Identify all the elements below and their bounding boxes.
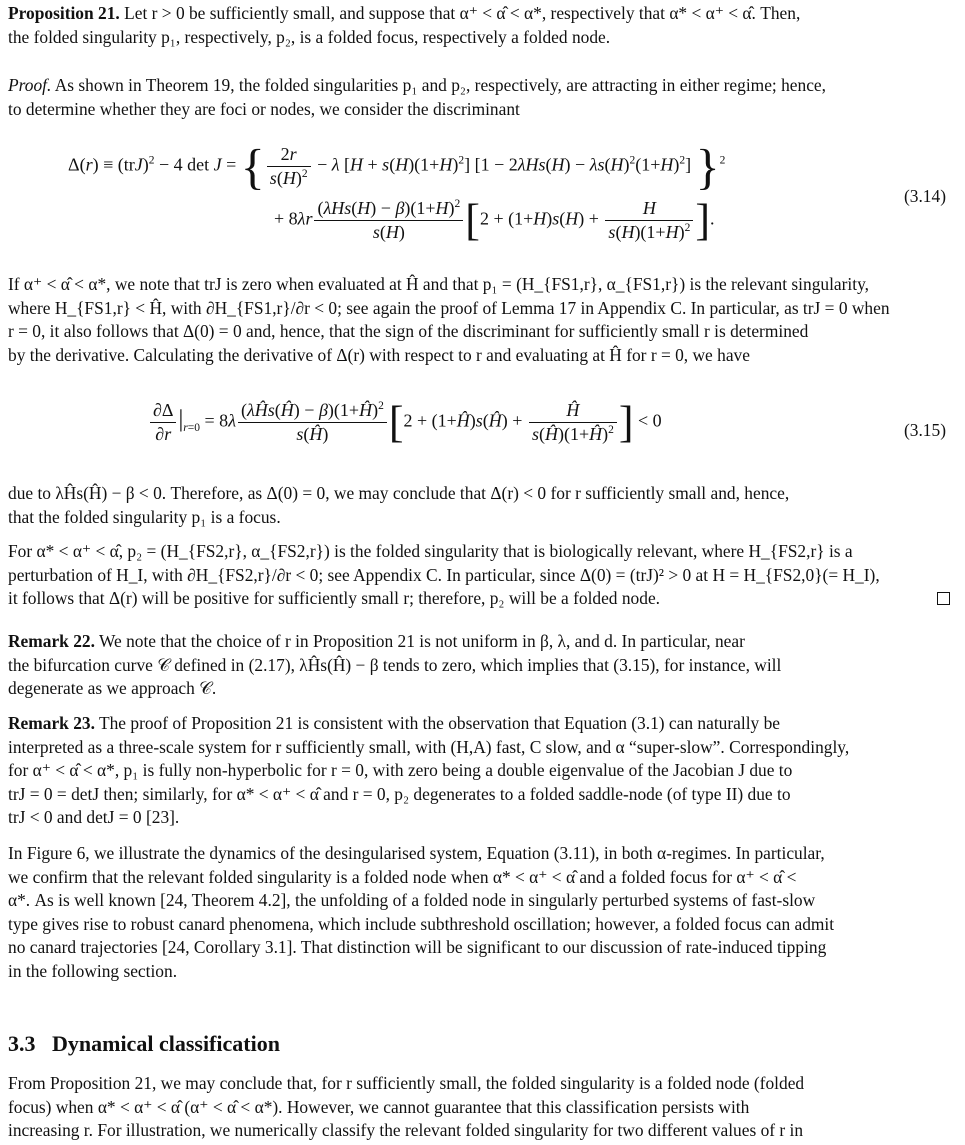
text-line: interpreted as a three-scale system for r sufficiently small, with (H,A) fast, C slow, and α “super-slow”. Correspondingly,	[8, 736, 850, 757]
paragraph-focus-conclusion	[8, 482, 952, 529]
section-title	[8, 1031, 952, 1057]
text-line: type gives rise to robust canard phenomena, which include subthreshold oscillation; however, a folded focus can admit	[8, 913, 835, 934]
equation-3-14	[8, 140, 952, 260]
text-line: where H_{FS1,r} < Ĥ, with ∂H_{FS1,r}/∂r < 0; see again the proof of Lemma 17 in Appendix C. In particular, as trJ = 0 when	[8, 297, 890, 318]
proposition-line-1	[8, 2, 952, 26]
proof-line-2: to determine whether they are foci or nodes, we consider the discriminant	[8, 98, 520, 119]
text-line: trJ = 0 = detJ then; similarly, for α* < α⁺ < α̂ and r = 0, p₂ degenerates to a folded saddle-node (of type II) due to	[8, 783, 791, 804]
section-number: 3.3	[8, 1031, 36, 1056]
text-line: the bifurcation curve 𝒞 defined in (2.17), λĤs(Ĥ) − β tends to zero, which implies that (3.15), for instance, will	[8, 654, 782, 675]
proof-line-1	[8, 74, 952, 98]
remark-22-line-1	[8, 630, 952, 654]
proposition-label: Proposition 21.	[8, 3, 120, 23]
equation-3-15	[8, 398, 952, 468]
equation-3-15-number: (3.15)	[903, 420, 946, 440]
equation-3-14-number: (3.14)	[903, 186, 946, 206]
text-line: In Figure 6, we illustrate the dynamics of the desingularised system, Equation (3.11), in both α-regimes. In particular,	[8, 843, 825, 863]
text-line: increasing r. For illustration, we numerically classify the relevant folded singularity for two different values of r in	[8, 1120, 804, 1140]
equation-3-14-row-1: Δ(r) ≡ (trJ)$^2$ − 4 det J = { $\frac{2r}{s(H)^2}$ − λ $[H + s(H)(1+H)^2]$ $[1 - 2\lambda Hs(H) - \lambda s(H)^2(1+H)^2]$ }$^2$	[68, 138, 726, 195]
node-last-line: it follows that Δ(r) will be positive for sufficiently small r; therefore, p₂ will be a folded node.	[8, 588, 661, 608]
text-line: degenerate as we approach 𝒞.	[8, 678, 217, 698]
text-line	[8, 587, 952, 611]
remark-22-text-1: We note that the choice of r in Proposition 21 is not uniform in β, λ, and d. In particular, near	[98, 631, 745, 651]
proof-label: Proof.	[8, 75, 52, 95]
text-line: From Proposition 21, we may conclude that, for r sufficiently small, the folded singularity is a folded node (folded	[8, 1073, 805, 1093]
section-title-text: Dynamical classification	[52, 1031, 280, 1056]
text-line: we confirm that the relevant folded singularity is a folded node when α* < α⁺ < α̂ and a folded focus for α⁺ < α̂ <	[8, 866, 797, 887]
paragraph-folded-focus-setup	[8, 273, 952, 367]
text-line: due to λĤs(Ĥ) − β < 0. Therefore, as Δ(0) = 0, we may conclude that Δ(r) < 0 for r sufficiently small and, hence,	[8, 483, 790, 503]
equation-3-15-body: $\frac{\partial\Delta}{\partial r}$ $|_{r=0} = 8\lambda$ $\frac{(\lambda Ĥs(Ĥ) - \beta)(1+Ĥ)^2}{s(Ĥ)}$ [2 + (1+Ĥ)s(Ĥ) + $\frac{Ĥ}{s(Ĥ)(1+Ĥ)^2}$ ] < 0	[148, 400, 662, 445]
remark-23-line-1	[8, 712, 952, 736]
text-line: For α* < α⁺ < α̂, p₂ = (H_{FS2,r}, α_{FS2,r}) is the folded singularity that is biologically relevant, where H_{FS2,r} is a	[8, 541, 853, 561]
text-line: focus) when α* < α⁺ < α̂ (α⁺ < α̂ < α*). However, we cannot guarantee that this classification persists with	[8, 1096, 750, 1117]
remark-23-label: Remark 23.	[8, 713, 95, 733]
text-line: no canard trajectories [24, Corollary 3.1]. That distinction will be significant to our discussion of rate-induced tipping	[8, 937, 827, 957]
text-line: perturbation of H_I, with ∂H_{FS2,r}/∂r < 0; see Appendix C. In particular, since Δ(0) = (trJ)² > 0 at H = H_{FS2,0}(= H_I),	[8, 564, 880, 585]
proof-paragraph	[8, 74, 952, 121]
remark-22-label: Remark 22.	[8, 631, 95, 651]
text-line: α*. As is well known [24, Theorem 4.2], the unfolding of a folded node in singularly perturbed systems of fast-slow	[8, 890, 816, 910]
remark-22	[8, 630, 952, 701]
proposition-21	[8, 2, 952, 49]
remark-23	[8, 712, 952, 830]
text-line: in the following section.	[8, 960, 178, 981]
text-line: by the derivative. Calculating the derivative of Δ(r) with respect to r and evaluating at Ĥ for r = 0, we have	[8, 344, 750, 365]
paragraph-figure-6	[8, 842, 952, 983]
equation-3-14-row-2: + 8λr $\frac{(\lambda Hs(H) - \beta)(1+H)^2}{s(H)}$ [2 + (1+H)s(H) + $\frac{H}{s(H)(1+H)^2}$ ].	[274, 195, 715, 245]
qed-symbol	[937, 592, 950, 605]
remark-23-text-1: The proof of Proposition 21 is consistent with the observation that Equation (3.1) can naturally be	[98, 713, 780, 733]
text-line: If α⁺ < α̂ < α*, we note that trJ is zero when evaluated at Ĥ and that p₁ = (H_{FS1,r}, α_{FS1,r}) is the relevant singularity,	[8, 274, 869, 294]
section-heading	[8, 1031, 952, 1057]
paragraph-classification	[8, 1072, 952, 1143]
paragraph-folded-node	[8, 540, 952, 611]
text-line: for α⁺ < α̂ < α*, p₁ is fully non-hyperbolic for r = 0, with zero being a double eigenvalue of the Jacobian J due to	[8, 760, 793, 780]
text-line: that the folded singularity p₁ is a focus.	[8, 506, 281, 527]
text-line: r = 0, it also follows that Δ(0) = 0 and, hence, that the sign of the discriminant for sufficiently small r is determined	[8, 321, 809, 341]
proposition-line-2: the folded singularity p₁, respectively, p₂, is a folded focus, respectively a folded node.	[8, 26, 611, 47]
proposition-text-1: Let r > 0 be sufficiently small, and suppose that α⁺ < α̂ < α*, respectively that α* < α⁺ < α̂. Then,	[124, 3, 801, 23]
proof-text-1: As shown in Theorem 19, the folded singularities p₁ and p₂, respectively, are attracting in either regime; hence,	[54, 75, 826, 95]
text-line: trJ < 0 and detJ = 0 [23].	[8, 807, 180, 827]
